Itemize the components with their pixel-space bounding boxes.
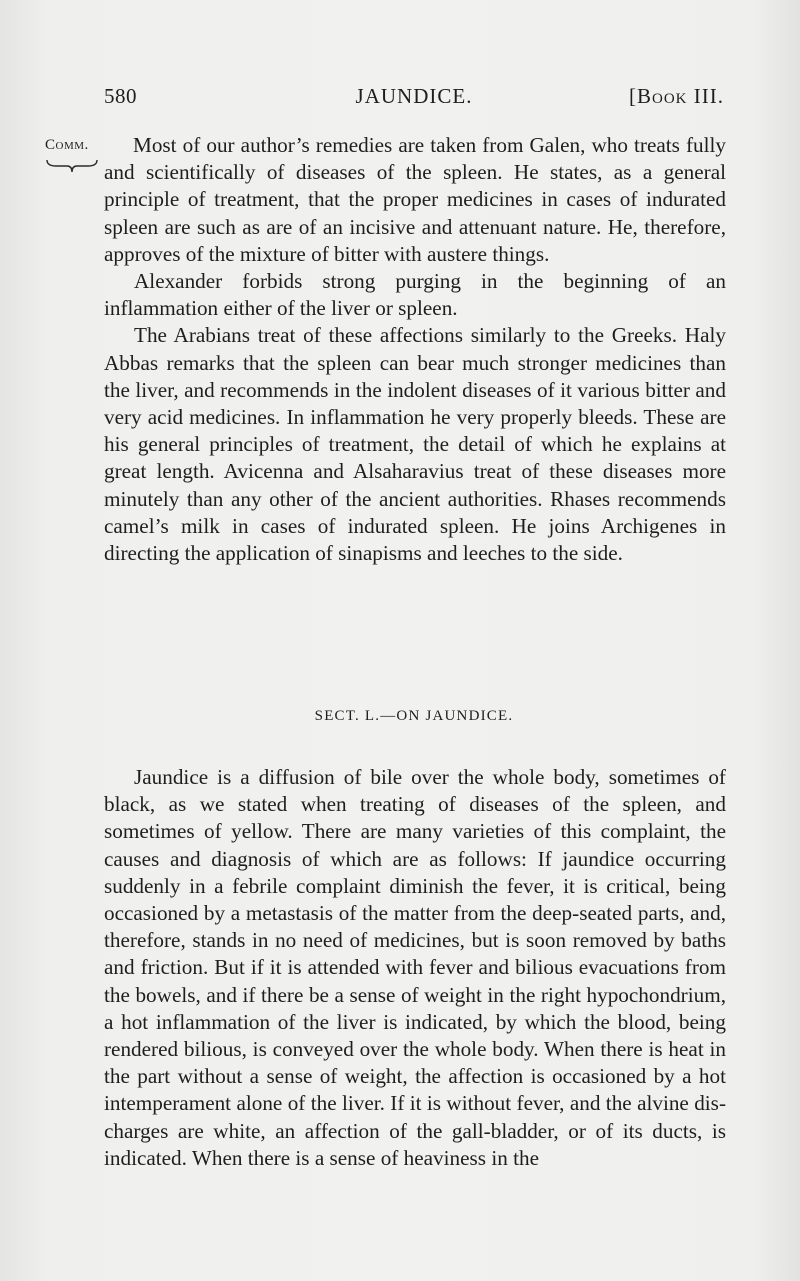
chapter-text	[104, 764, 726, 1172]
commentary-paragraph: The Arabians treat of these affections similarly to the Greeks. Haly Abbas remarks that the spleen can bear much stronger medicines than the liver, and recommends in the indolent diseases of it various bitter and very acid medicines. In inflammation he very properly bleeds. These are his general principles of treatment, the detail of which he explains at great length. Avicenna and Alsaharavius treat of these diseases more minutely than any other of the ancient authorities. Rhases recommends camel’s milk in cases of indurated spleen. He joins Archigenes in directing the application of sinapisms and leeches to the side.	[104, 323, 726, 566]
margin-note-comm: Comm.	[45, 137, 89, 153]
commentary-paragraph: Most of our author’s remedies are taken from Galen, who treats fully and scientifically of diseases of the spleen. He states, as a general principle of treatment, that the proper medicines in cases of indurated spleen are such as are of an incisive and attenuant nature. He, therefore, approves of the mixture of bitter with austere things.	[104, 133, 726, 266]
commentary-paragraph: Alexander forbids strong purging in the beginning of an inflammation either of the liver or spleen.	[104, 269, 726, 321]
margin-brace-icon	[46, 157, 98, 173]
running-title: JAUNDICE.	[355, 84, 473, 108]
page-header	[104, 84, 724, 114]
chapter-paragraph: Jaundice is a diffusion of bile over the whole body, sometimes of black, as we stated when treating of diseases of the spleen, and sometimes of yellow. There are many varieties of this complaint, the causes and diagnosis of which are as follows: If jaundice occurring suddenly in a febrile complaint diminish the fever, it is critical, being occasioned by a metastasis of the matter from the deep-seated parts, and, therefore, stands in no need of medicines, but is soon removed by baths and friction. But if it is attended with fever and bilious evacuations from the bowels, and if there be a sense of weight in the right hypochondrium, a hot inflammation of the liver is indicated, by which the blood, being rendered bilious, is conveyed over the whole body. When there is heat in the part without a sense of weight, the affection is occasioned by a hot intemperament alone of the liver. If it is without fever, and the alvine discharges are white, an affection of the gall-bladder, or of its ducts, is indicated. When there is a sense of heaviness in the	[104, 765, 726, 1170]
page-number: 580	[104, 84, 137, 108]
commentary-text	[104, 132, 726, 567]
book-reference: [Book III.	[629, 84, 724, 108]
section-heading: SECT. L.—ON JAUNDICE.	[314, 708, 514, 724]
